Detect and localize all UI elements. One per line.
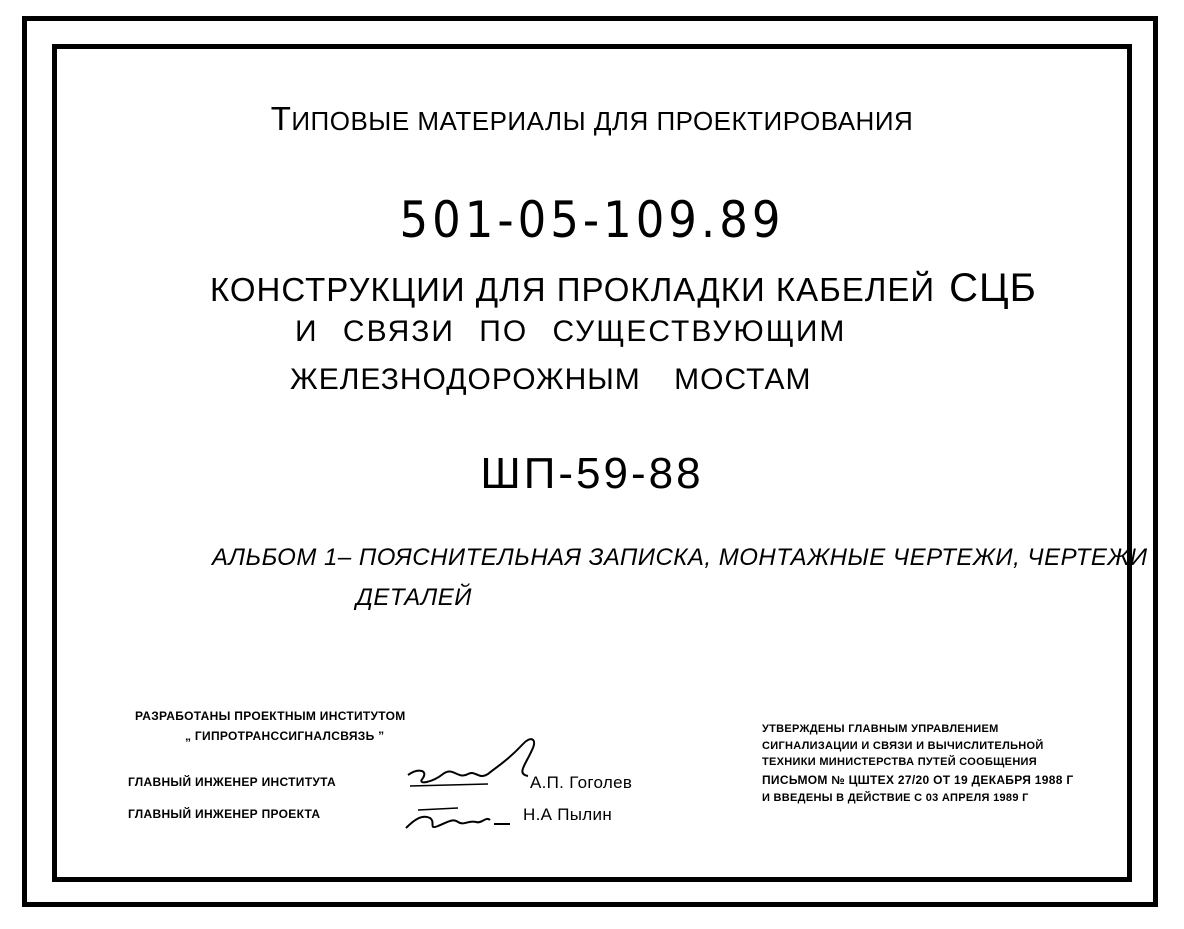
series-code: ШП-59-88	[480, 449, 704, 498]
approval-line-2: СИГНАЛИЗАЦИИ И СВЯЗИ И ВЫЧИСЛИТЕЛЬНОЙ	[762, 740, 1044, 752]
approval-line-1: УТВЕРЖДЕНЫ ГЛАВНЫМ УПРАВЛЕНИЕМ	[762, 723, 999, 735]
developer-line-1: РАЗРАБОТАНЫ ПРОЕКТНЫМ ИНСТИТУТОМ	[135, 709, 406, 723]
title-line-2: И СВЯЗИ ПО СУЩЕСТВУЮЩИМ	[295, 315, 847, 348]
title-line-3: ЖЕЛЕЗНОДОРОЖНЫМ МОСТАМ	[290, 363, 812, 396]
title-line-1	[210, 268, 1037, 308]
approval-line-5: И ВВЕДЕНЫ В ДЕЙСТВИЕ С 03 АПРЕЛЯ 1989 Г	[762, 792, 1029, 804]
chief-engineer-institute-label: ГЛАВНЫЙ ИНЖЕНЕР ИНСТИТУТА	[128, 775, 336, 789]
chief-engineer-project-name: Н.А Пылин	[523, 805, 613, 824]
series-title	[0, 102, 1184, 135]
album-line-2: ДЕТАЛЕЙ	[356, 584, 472, 611]
series-title-rest: ИПОВЫЕ МАТЕРИАЛЫ ДЛЯ ПРОЕКТИРОВАНИЯ	[291, 106, 914, 136]
title-line-1-text: КОНСТРУКЦИИ ДЛЯ ПРОКЛАДКИ КАБЕЛЕЙ	[210, 271, 936, 308]
chief-engineer-project-label: ГЛАВНЫЙ ИНЖЕНЕР ПРОЕКТА	[128, 807, 321, 821]
series-title-initial: Т	[270, 100, 292, 137]
approval-line-4: ПИСЬМОМ № ЦШТЕХ 27/20 ОТ 19 ДЕКАБРЯ 1988 Г	[762, 773, 1074, 787]
approval-line-3: ТЕХНИКИ МИНИСТЕРСТВА ПУТЕЙ СООБЩЕНИЯ	[762, 756, 1037, 768]
album-line-1: АЛЬБОМ 1– ПОЯСНИТЕЛЬНАЯ ЗАПИСКА, МОНТАЖНЫЕ ЧЕРТЕЖИ, ЧЕРТЕЖИ	[212, 544, 1148, 571]
chief-engineer-institute-name: А.П. Гоголев	[530, 773, 633, 792]
title-abbreviation: СЦБ	[949, 266, 1037, 310]
signature-project	[398, 800, 518, 840]
document-number: 501-05-109.89	[399, 191, 785, 249]
developer-institute-name: „ ГИПРОТРАНССИГНАЛСВЯЗЬ ”	[185, 729, 385, 743]
